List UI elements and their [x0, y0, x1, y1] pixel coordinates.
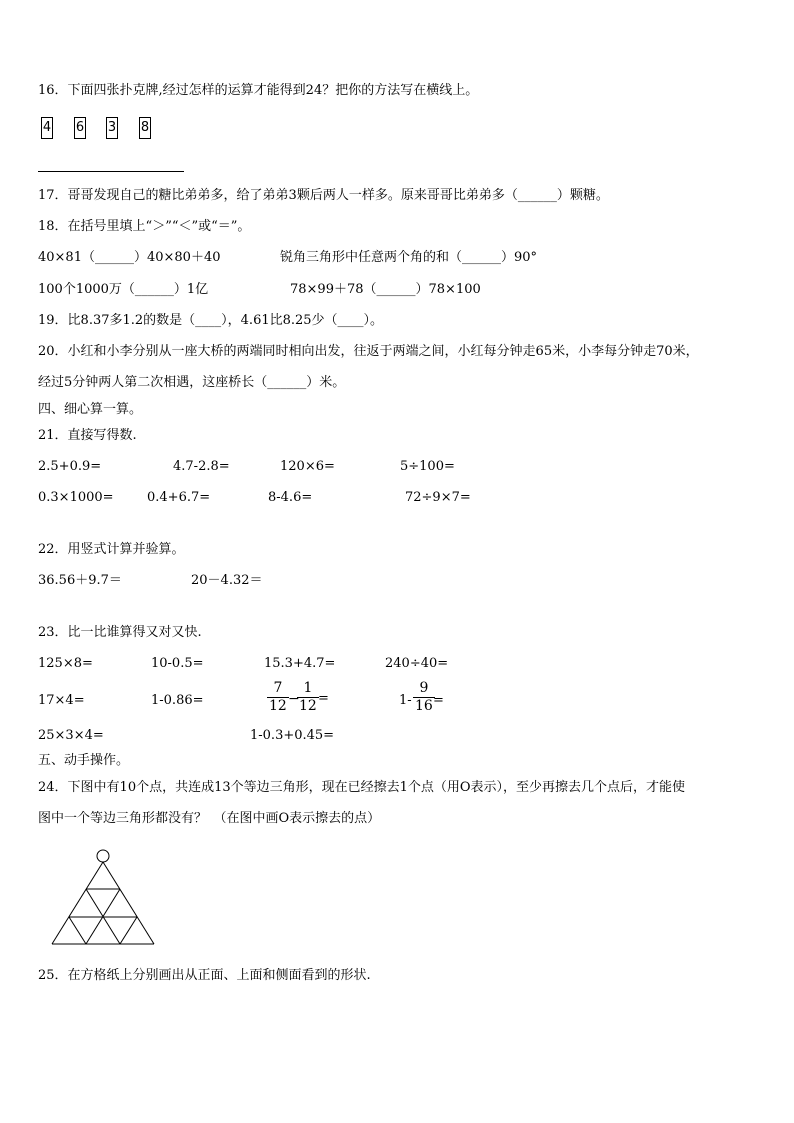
q22-item: 36.56＋9.7＝: [38, 573, 122, 588]
q16-text: 16．下面四张扑克牌,经过怎样的运算才能得到24？把你的方法写在横线上。: [38, 83, 479, 98]
q21-item: 4.7-2.8=: [173, 459, 230, 474]
triangle-figure: [40, 840, 170, 950]
answer-line: [38, 171, 184, 172]
fraction-denominator: 12: [269, 698, 287, 714]
q23-item: 1-0.3+0.45=: [250, 728, 335, 743]
q24-line2: 图中一个等边三角形都没有？ （在图中画O表示擦去的点）: [38, 811, 381, 826]
playing-card: 6: [74, 117, 86, 139]
q17-text: 17．哥哥发现自己的糖比弟弟多，给了弟弟3颗后两人一样多。原来哥哥比弟弟多（______）颗糖。: [38, 188, 609, 203]
q18-item: 锐角三角形中任意两个角的和（______）90°: [280, 250, 538, 265]
q20-line2: 经过5分钟两人第二次相遇，这座桥长（______）米。: [38, 375, 346, 390]
fraction-denominator: 12: [299, 698, 317, 714]
q23-item: 240÷40=: [385, 656, 449, 671]
prefix: 1-: [399, 693, 412, 708]
fraction-denominator: 16: [415, 698, 433, 714]
q22-item: 20－4.32＝: [191, 573, 263, 588]
q23-item: 25×3×4=: [38, 728, 104, 743]
equals-sign: =: [433, 693, 444, 708]
q23-item: 10-0.5=: [151, 656, 204, 671]
q23-item: 17×4=: [38, 693, 85, 708]
q21-item: 5÷100=: [400, 459, 455, 474]
q23-text: 23．比一比谁算得又对又快.: [38, 625, 202, 640]
operator: −: [288, 691, 300, 707]
q18-item: 40×81（______）40×80＋40: [38, 250, 221, 265]
q23-item: 125×8=: [38, 656, 93, 671]
fraction: [267, 680, 289, 715]
q18-item: 78×99＋78（______）78×100: [290, 282, 481, 297]
q21-text: 21．直接写得数.: [38, 428, 137, 443]
erased-point-circle: [97, 850, 109, 862]
q21-item: 0.4+6.7=: [147, 490, 211, 505]
q24-line1: 24．下图中有10个点，共连成13个等边三角形，现在已经擦去1个点（用O表示），至少再擦去几个点后，才能使: [38, 780, 686, 795]
q21-item: 120×6=: [280, 459, 335, 474]
fraction: [297, 680, 319, 715]
fraction-numerator: 9: [413, 680, 435, 698]
equals-sign: =: [318, 691, 329, 706]
section-heading: 四、细心算一算。: [38, 402, 143, 417]
q20-line1: 20．小红和小李分别从一座大桥的两端同时相向出发，往返于两端之间，小红每分钟走65米，小李每分钟走70米，: [38, 344, 699, 359]
q19-text: 19．比8.37多1.2的数是（____），4.61比8.25少（____）。: [38, 313, 384, 328]
q21-item: 8-4.6=: [268, 490, 313, 505]
playing-card: 8: [139, 117, 151, 139]
q22-text: 22．用竖式计算并验算。: [38, 542, 185, 557]
q23-item: 1-0.86=: [151, 693, 204, 708]
q25-text: 25．在方格纸上分别画出从正面、上面和侧面看到的形状.: [38, 968, 371, 983]
fraction: [413, 680, 435, 715]
q23-item: 15.3+4.7=: [264, 656, 336, 671]
section-heading: 五、动手操作。: [38, 753, 130, 768]
q21-item: 0.3×1000=: [38, 490, 114, 505]
q18-text: 18．在括号里填上“＞”“＜”或“＝”。: [38, 219, 251, 234]
fraction-numerator: 1: [297, 680, 319, 698]
playing-card: 4: [41, 117, 53, 139]
fraction-numerator: 7: [267, 680, 289, 698]
playing-card: 3: [106, 117, 118, 139]
q18-item: 100个1000万（______）1亿: [38, 282, 209, 297]
q21-item: 2.5+0.9=: [38, 459, 102, 474]
q21-item: 72÷9×7=: [405, 490, 471, 505]
